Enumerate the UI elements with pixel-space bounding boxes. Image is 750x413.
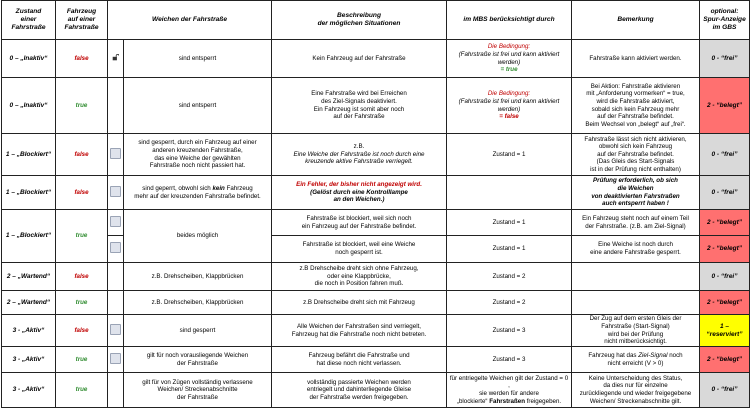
fahrzeug-cell: false [56,134,108,176]
weichen-cell: sind entsperrt [124,40,272,78]
mbs-intro: Die Bedingung: [487,43,531,51]
fahrzeug-cell: true [56,347,108,373]
mbs-cell [447,373,572,408]
lock-cell [108,236,124,263]
fahrzeug-cell: true [56,78,108,134]
mbs-cell [447,78,572,134]
bemerkung-cell [572,210,700,236]
spur-cell: 0 - “frei” [700,176,750,210]
weichen-cell: gilt für noch vorausliegende Weichen der Fahrstraße [124,347,272,373]
bemerkung-cell: Bei Aktion: Fahrstraße aktivieren mit „Anforderung vormerken“ = true, wird die Fahrstraße aktiviert, sobald sich kein Fahrzeug mehr auf der Fahrstraße befindet. Beim Wechsel von „belegt“ auf „frei“. [572,78,700,134]
bemerkung-cell [572,347,700,373]
table-row [2,78,750,134]
locked-padlock-icon [110,324,121,335]
spur-cell: 2 - “belegt” [700,291,750,315]
weichen-text-c: Fahrzeug mehr auf der kreuzenden Fahrstraße befindet. [134,184,261,200]
bemerkung-cell: Eine Weiche ist noch durch eine andere Fahrstraße gesperrt. [572,236,700,263]
weichen-text-a: sind geperrt, obwohl sich [142,184,213,192]
zustand-cell: 2 – „Wartend“ [2,291,56,315]
table-row [2,263,750,291]
locked-padlock-icon [110,242,121,253]
locked-padlock-icon [110,148,121,159]
unlocked-padlock-icon [112,54,119,61]
beschreibung-cell: Alle Weichen der Fahrstraßen sind verriegelt, Fahrzeug hat die Fahrstraße noch nicht betreten. [272,315,447,347]
bemerkung-cell: Prüfung erforderlich, ob sich die Weichen von deaktivierten Fahrstraßen auch entsperrt haben ! [572,176,700,210]
beschreibung-cell: Fahrstraße ist blockiert, weil eine Weiche noch gesperrt ist. [272,236,447,263]
weichen-cell: sind entsperrt [124,78,272,134]
zustand-cell: 1 – „Blockiert“ [2,210,56,263]
spur-cell: 1 – “reserviert” [700,315,750,347]
lock-cell [108,134,124,176]
bemerkung-cell [572,291,700,315]
table-row [2,291,750,315]
mbs-text-b: Fahrstraßen [489,397,525,405]
weichen-cell: z.B. Drehscheiben, Klappbrücken [124,263,272,291]
lock-cell [108,263,124,291]
bemerkung-text-a: Fahrzeug hat das [588,351,639,359]
spur-cell: 2 - “belegt” [700,347,750,373]
header-bemerkung: Bemerkung [572,1,700,40]
weichen-cell: gilt für von Zügen vollständig verlassene Weichen/ Streckenabschnitte der Fahrstraße [124,373,272,408]
zustand-cell: 1 – „Blockiert“ [2,176,56,210]
mbs-cell: Zustand = 2 [447,291,572,315]
bemerkung-text-b: Ziel-Signal [638,351,668,359]
beschreibung-cell: z.B Drehscheibe dreht sich ohne Fahrzeug, oder eine Klappbrücke, die noch in Position fahren muß. [272,263,447,291]
header-spur: optional: Spur-Anzeige im GBS [700,1,750,40]
lock-cell [108,176,124,210]
table-row [2,210,750,236]
mbs-cell: Zustand = 2 [447,263,572,291]
mbs-cell: Zustand = 1 [447,210,572,236]
mbs-detail: (Fahrstraße ist frei und kann aktiviert werden) [458,50,560,66]
beschreibung-cell: Fahrzeug befährt die Fahrstraße und hat diese noch nicht verlassen. [272,347,447,373]
table-row [2,236,750,263]
beschreibung-cell [272,134,447,176]
mbs-cell: Zustand = 3 [447,315,572,347]
beschreibung-error: Ein Fehler, der bisher nicht angezeigt wird. [296,181,422,189]
fahrzeug-cell: true [56,291,108,315]
fahrzeug-cell: false [56,40,108,78]
header-fahrzeug: Fahrzeug auf einer Fahrstraße [56,1,108,40]
beschreibung-cell [272,176,447,210]
lock-cell [108,78,124,134]
table-row [2,40,750,78]
beschreibung-cell: z.B Drehscheibe dreht sich mit Fahrzeug [272,291,447,315]
header-mbs: im MBS berücksichtigt durch [447,1,572,40]
table-row [2,176,750,210]
bemerkung-cell: Keine Unterscheidung des Status, da dies nur für einzelne zurückliegende und wieder freigegebene Weichen/ Streckenabschnitte gilt. [572,373,700,408]
table-row [2,347,750,373]
table-row [2,134,750,176]
beschreibung-title: z.B. [353,143,365,151]
beschreibung-text: (Gelöst durch eine Kontrolllampe an den Weichen.) [310,188,408,204]
bemerkung-cell [572,263,700,291]
fahrzeug-cell: false [56,263,108,291]
zustand-cell: 3 - „Aktiv“ [2,347,56,373]
mbs-cell: Zustand = 1 [447,236,572,263]
fahrzeug-cell: false [56,315,108,347]
beschreibung-cell: Eine Fahrstraße wird bei Erreichen des Ziel-Signals deaktiviert. Ein Fahrzeug ist somit aber noch auf der Fahrstraße [272,78,447,134]
bemerkung-text-c: noch nicht erreicht (V > 0) [607,351,683,367]
bemerkung-cell: Fahrstraße lässt sich nicht aktivieren, obwohl sich kein Fahrzeug auf der Fahrstraße befindet. (Das Gleis des Start-Signals ist in der Prüfung nicht enthalten) [572,134,700,176]
zustand-cell: 0 – „Inaktiv“ [2,40,56,78]
table-row [2,315,750,347]
spur-cell: 2 - “belegt” [700,210,750,236]
mbs-text-a: für entriegelte Weichen gilt der Zustand = 0 , sie werden für andere „blockierte“ [449,374,569,405]
lock-cell [108,210,124,236]
locked-padlock-icon [110,216,121,227]
zustand-cell: 3 - „Aktiv“ [2,315,56,347]
header-weichen: Weichen der Fahrstraße [108,1,272,40]
spur-cell: 2 - “belegt” [700,236,750,263]
lock-cell [108,315,124,347]
spur-cell: 0 - “frei” [700,263,750,291]
locked-padlock-icon [110,353,121,364]
mbs-value: = true [500,66,518,74]
spur-cell: 0 - “frei” [700,373,750,408]
beschreibung-cell: Kein Fahrzeug auf der Fahrstraße [272,40,447,78]
mbs-text-c: freigegeben. [524,397,562,405]
weichen-cell: sind gesperrt, durch ein Fahrzeug auf einer anderen kreuzenden Fahrstraße, das eine Weiche der gewählten Fahrstraße noch nicht passiert hat. [124,134,272,176]
locked-padlock-icon [110,186,121,197]
lock-cell [108,40,124,78]
bemerkung-text: Ein Fahrzeug steht noch auf einem Teil der Fahrstraße. (z.B. am Ziel-Signal) [582,214,689,230]
weichen-cell: z.B. Drehscheiben, Klappbrücken [124,291,272,315]
table-row [2,373,750,408]
weichen-cell: beides möglich [124,210,272,263]
mbs-value: = false [499,113,519,121]
weichen-cell [124,176,272,210]
lock-cell [108,291,124,315]
spur-cell: 2 - “belegt” [700,78,750,134]
bemerkung-cell: Der Zug auf dem ersten Gleis der Fahrstraße (Start-Signal) wird bei der Prüfung nicht mitberücksichtigt. [572,315,700,347]
mbs-cell [447,40,572,78]
header-row [2,1,750,40]
spur-cell: 0 - “frei” [700,40,750,78]
mbs-cell: Zustand = 1 [447,134,572,176]
beschreibung-cell: Fahrstraße ist blockiert, weil sich noch ein Fahrzeug auf der Fahrstraße befindet. [272,210,447,236]
lock-cell [108,347,124,373]
lock-cell [108,373,124,408]
zustand-cell: 3 - „Aktiv“ [2,373,56,408]
fahrzeug-cell: false [56,176,108,210]
zustand-cell: 1 – „Blockiert“ [2,134,56,176]
beschreibung-cell: vollständig passierte Weichen werden entriegelt und dahinterliegende Gleise der Fahrstraße werden freigegeben. [272,373,447,408]
bemerkung-cell: Fahrstraße kann aktiviert werden. [572,40,700,78]
beschreibung-text: Eine Weiche der Fahrstraße ist noch durch eine kreuzende aktive Fahrstraße verriegelt. [293,150,425,166]
state-table [1,0,750,408]
zustand-cell: 0 – „Inaktiv“ [2,78,56,134]
fahrzeug-cell: true [56,210,108,263]
header-beschreibung: Beschreibung der möglichen Situationen [272,1,447,40]
zustand-cell: 2 – „Wartend“ [2,263,56,291]
mbs-cell [447,176,572,210]
mbs-cell: Zustand = 3 [447,347,572,373]
spur-cell: 0 - “frei” [700,134,750,176]
weichen-text-b: kein [212,184,225,192]
weichen-cell: sind gesperrt [124,315,272,347]
fahrzeug-cell: true [56,373,108,408]
mbs-detail: (Fahrstraße ist frei und kann aktiviert werden) [458,97,560,113]
mbs-intro: Die Bedingung: [487,90,531,98]
header-zustand: Zustand einer Fahrstraße [2,1,56,40]
